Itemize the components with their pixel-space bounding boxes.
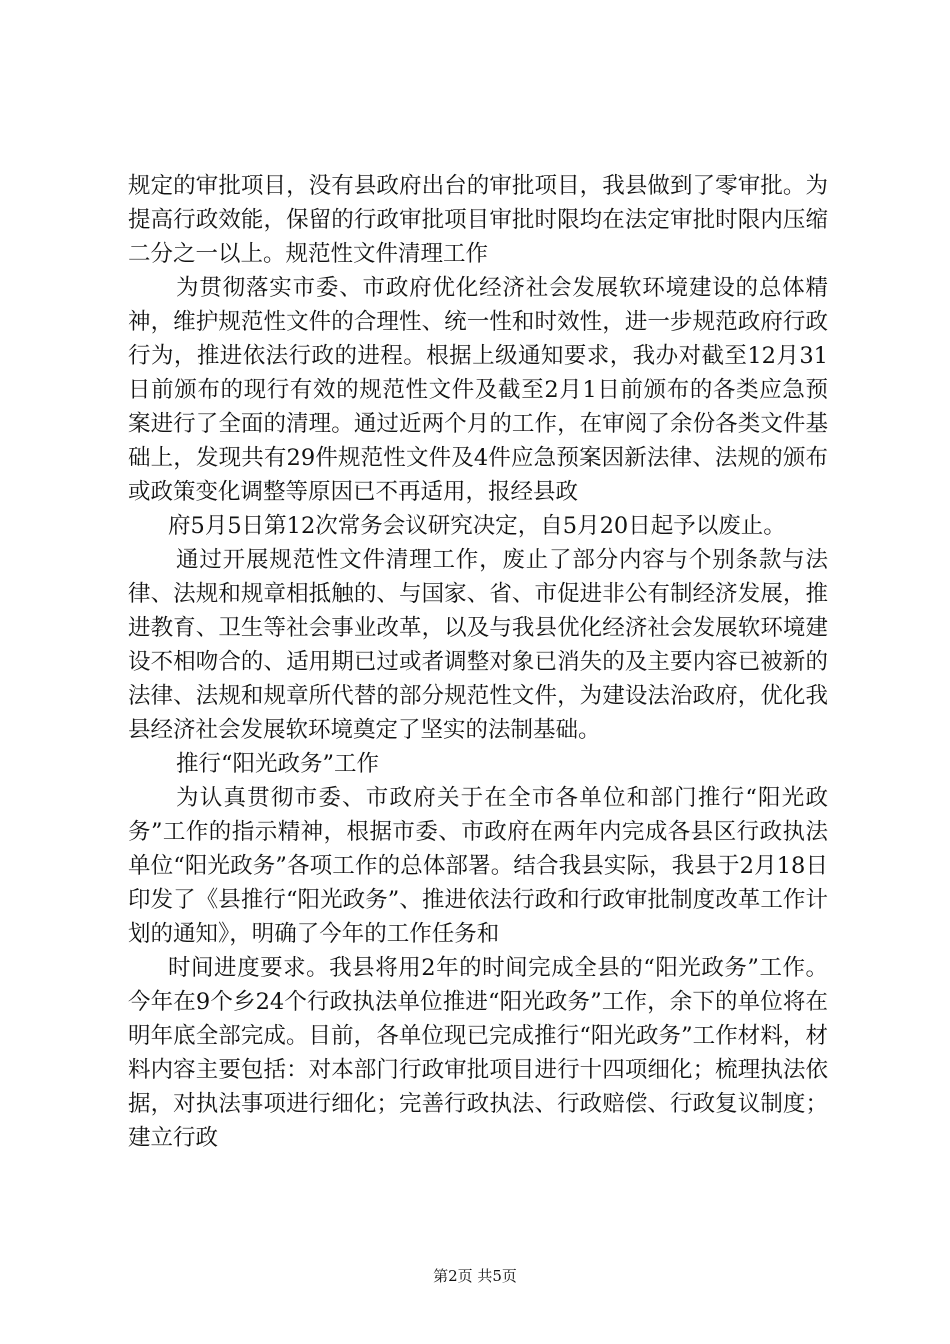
document-body xyxy=(128,169,828,1155)
page-footer: 第2页 共5页 xyxy=(433,1267,517,1285)
paragraph: 时间进度要求。我县将用2年的时间完成全县的“阳光政务”工作。今年在9个乡24个行政执法单位推进“阳光政务”工作，余下的单位将在明年底全部完成。目前，各单位现已完成推行“阳光政务”工作材料，材料内容主要包括：对本部门行政审批项目进行十四项细化；梳理执法依据，对执法事项进行细化；完善行政执法、行政赔偿、行政复议制度；建立行政 xyxy=(128,955,828,1151)
paragraph: 府5月5日第12次常务会议研究决定，自5月20日起予以废止。 xyxy=(168,513,786,539)
paragraph: 规定的审批项目，没有县政府出台的审批项目，我县做到了零审批。为提高行政效能，保留的行政审批项目审批时限均在法定审批时限内压缩二分之一以上。规范性文件清理工作 xyxy=(128,173,828,267)
section-heading: 推行“阳光政务”工作 xyxy=(176,751,380,777)
paragraph: 通过开展规范性文件清理工作，废止了部分内容与个别条款与法律、法规和规章相抵触的、与国家、省、市促进非公有制经济发展，推进教育、卫生等社会事业改革，以及与我县优化经济社会发展软环境建设不相吻合的、适用期已过或者调整对象已消失的及主要内容已被新的法律、法规和规章所代替的部分规范性文件，为建设法治政府，优化我县经济社会发展软环境奠定了坚实的法制基础。 xyxy=(128,547,828,743)
paragraph: 为贯彻落实市委、市政府优化经济社会发展软环境建设的总体精神，维护规范性文件的合理性、统一性和时效性，进一步规范政府行政行为，推进依法行政的进程。根据上级通知要求，我办对截至12月31日前颁布的现行有效的规范性文件及截至2月1日前颁布的各类应急预案进行了全面的清理。通过近两个月的工作，在审阅了余份各类文件基础上，发现共有29件规范性文件及4件应急预案因新法律、法规的颁布或政策变化调整等原因已不再适用，报经县政 xyxy=(128,275,828,505)
paragraph: 为认真贯彻市委、市政府关于在全市各单位和部门推行“阳光政务”工作的指示精神，根据市委、市政府在两年内完成各县区行政执法单位“阳光政务”各项工作的总体部署。结合我县实际，我县于2月18日印发了《县推行“阳光政务”、推进依法行政和行政审批制度改革工作计划的通知》，明确了今年的工作任务和 xyxy=(128,785,828,947)
